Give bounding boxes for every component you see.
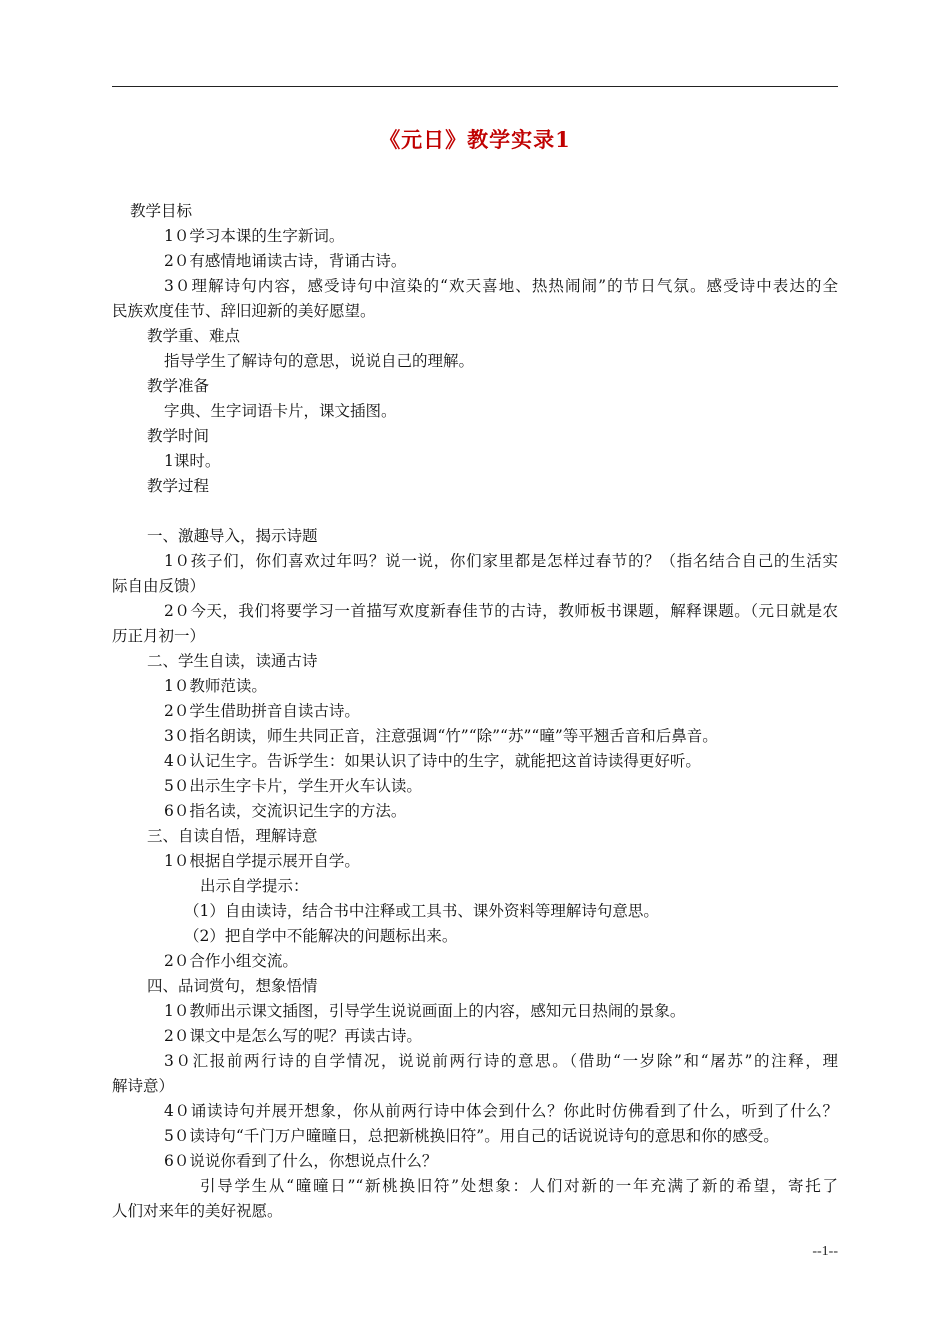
text-line: 3０理解诗句内容，感受诗句中渲染的“欢天喜地、热热闹闹”的节日气氛。感受诗中表达的全	[164, 277, 838, 295]
text-line: 2０学生借助拼音自读古诗。	[164, 702, 360, 720]
text-line: 历正月初一）	[112, 627, 206, 645]
text-line: 1０根据自学提示展开自学。	[164, 852, 360, 870]
text-line: 1０教师出示课文插图，引导学生说说画面上的内容，感知元日热闹的景象。	[164, 1002, 686, 1020]
text-line: 指导学生了解诗句的意思，说说自己的理解。	[164, 352, 475, 370]
text-line: 教学重、难点	[147, 327, 241, 345]
text-line: （2）把自学中不能解决的问题标出来。	[184, 927, 458, 945]
text-line: 引导学生从“曈曈日”“新桃换旧符”处想象：人们对新的一年充满了新的希望，寄托了	[200, 1177, 838, 1195]
text-line: 字典、生字词语卡片，课文插图。	[164, 402, 397, 420]
text-line: 4０认记生字。告诉学生：如果认识了诗中的生字，就能把这首诗读得更好听。	[164, 752, 701, 770]
text-line: 二、学生自读，读通古诗	[147, 652, 318, 670]
text-line: 3０指名朗读，师生共同正音，注意强调“竹”“除”“苏”“曈”等平翘舌音和后鼻音。	[164, 727, 718, 745]
text-line: 2０今天，我们将要学习一首描写欢度新春佳节的古诗，教师板书课题，解释课题。（元日就是农	[164, 602, 838, 620]
text-line: 6０说说你看到了什么，你想说点什么？	[164, 1152, 438, 1170]
text-line: 四、品词赏句，想象悟情	[147, 977, 318, 995]
text-line: 教学过程	[147, 477, 210, 495]
text-line: 人们对来年的美好祝愿。	[112, 1202, 283, 1220]
document-title: 《元日》教学实录1	[379, 127, 571, 152]
blank-line	[112, 499, 838, 524]
header-rule	[112, 86, 838, 87]
text-line: 解诗意）	[112, 1077, 175, 1095]
text-line: 教学准备	[147, 377, 210, 395]
text-line: 5０出示生字卡片，学生开火车认读。	[164, 777, 422, 795]
text-line: 3０汇报前两行诗的自学情况，说说前两行诗的意思。（借助“一岁除”和“屠苏”的注释，理	[164, 1052, 838, 1070]
document-body	[112, 199, 838, 1224]
text-line: 1０孩子们，你们喜欢过年吗？说一说，你们家里都是怎样过春节的？（指名结合自己的生活实	[164, 552, 838, 570]
text-line: （1）自由读诗，结合书中注释或工具书、课外资料等理解诗句意思。	[184, 902, 659, 920]
page-number: --1--	[812, 1244, 838, 1259]
text-line: 教学目标	[130, 202, 193, 220]
text-line: 2０有感情地诵读古诗，背诵古诗。	[164, 252, 407, 270]
text-line: 三、自读自悟，理解诗意	[147, 827, 318, 845]
text-line: 1０学习本课的生字新词。	[164, 227, 345, 245]
text-line: 民族欢度佳节、辞旧迎新的美好愿望。	[112, 302, 376, 320]
text-line: 1０教师范读。	[164, 677, 267, 695]
text-line: 出示自学提示：	[200, 877, 309, 895]
text-line: 1课时。	[164, 452, 221, 470]
text-line: 2０合作小组交流。	[164, 952, 298, 970]
text-line: 6０指名读，交流识记生字的方法。	[164, 802, 407, 820]
text-line: 4０诵读诗句并展开想象，你从前两行诗中体会到什么？你此时仿佛看到了什么，听到了什么？	[164, 1102, 838, 1120]
text-line: 5０读诗句“千门万户曈曈日，总把新桃换旧符”。用自己的话说说诗句的意思和你的感受。	[164, 1127, 779, 1145]
text-line: 2０课文中是怎么写的呢？再读古诗。	[164, 1027, 422, 1045]
text-line: 际自由反馈）	[112, 577, 206, 595]
text-line: 一、激趣导入，揭示诗题	[147, 527, 318, 545]
text-line: 教学时间	[147, 427, 210, 445]
